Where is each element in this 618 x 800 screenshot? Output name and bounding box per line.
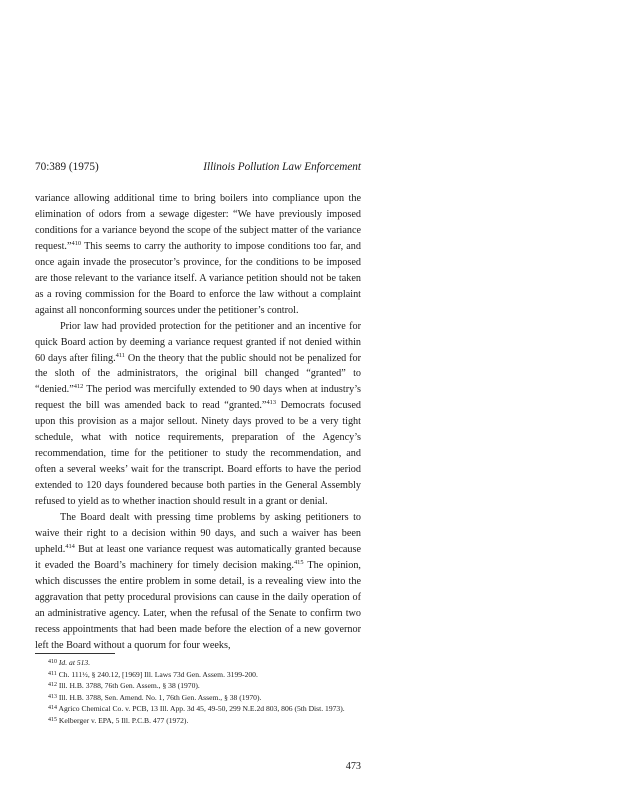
- footnote-divider: [35, 653, 115, 654]
- footnote-number: 410: [48, 659, 57, 665]
- footnote-415: [35, 715, 361, 727]
- footnote-text: Ill. H.B. 3788, Sen. Amend. No. 1, 76th Gen. Assem., § 38 (1970).: [58, 692, 262, 702]
- paragraph-2: [35, 319, 361, 510]
- footnote-414: [35, 703, 361, 715]
- footnote-ref-414[interactable]: 414: [65, 542, 75, 550]
- footnote-text: Ch. 111½, § 240.12, [1969] Ill. Laws 73d Gen. Assem. 3199-200.: [58, 669, 258, 679]
- text-segment: Prior law had provided protection for the petitioner and an incentive for quick Board action by deeming a variance request granted if not denied within 60 days after filing.: [35, 320, 361, 364]
- footnote-number: 413: [48, 693, 57, 700]
- footnotes: [35, 657, 361, 726]
- text-segment: variance allowing additional time to bring boilers into compliance upon the elimination of odors from a sewage digester: “We have previously imposed conditions for a variance beyond the scope of the subject matter of the variance request.”: [35, 193, 361, 252]
- footnote-ref-415[interactable]: 415: [293, 558, 304, 566]
- text-segment: This seems to carry the authority to impose conditions too far, and once again invade the prosecutor’s province, for the conditions to be imposed are those relevant to the variance itself. A variance petition should not be taken as a roving commission for the Board to enforce the law without a complaint against all nonconforming sources under the petitioner’s control.: [35, 240, 361, 316]
- text-segment: The opinion, which discusses the entire problem in some detail, is a revealing view into the aggravation that petty procedural provisions can cause in the daily operation of an administrative agency. Later, when the refusal of the Senate to confirm two recess appointments that had been made before the election of a new governor left the Board without a quorum for four weeks,: [35, 559, 361, 651]
- footnote-ref-411[interactable]: 411: [115, 351, 125, 359]
- footnote-number: 411: [48, 670, 57, 677]
- text-segment: On the theory that the public should not be penalized for the sloth of the administrators, the original bill changed “granted” to “denied.”: [35, 352, 361, 396]
- footnote-number: 415: [48, 716, 57, 723]
- footnote-text: Agrico Chemical Co. v. PCB, 13 Ill. App. 3d 45, 49-50, 299 N.E.2d 803, 806 (5th Dist. 1973).: [58, 704, 345, 713]
- text-segment: The Board dealt with pressing time problems by asking petitioners to waive their right to a decision within 90 days, and such a waiver has been upheld.: [35, 512, 361, 555]
- footnote-text: Ill. H.B. 3788, 76th Gen. Assem., § 38 (1970).: [58, 681, 200, 690]
- footnote-ref-412[interactable]: 412: [73, 383, 84, 391]
- body-text: [35, 191, 361, 654]
- footnote-ref-413[interactable]: 413: [266, 399, 277, 407]
- footnote-number: 412: [48, 682, 57, 688]
- footnote-number: 414: [48, 705, 57, 711]
- text-segment: Democrats focused upon this provision as a major sellout. Ninety days proved to be a very tight schedule, what with notice requirements, preparation of the Agency’s recommendation, time for the petitioner to study the recommendation, and often a several weeks’ wait for the transcript. Board efforts to have the period extended to 120 days foundered because both parties in the General Assembly refused to yield as to whether inaction should result in a grant or denial.: [35, 400, 361, 508]
- text-segment: But at least one variance request was automatically granted because it evaded the Board’s machinery for timely decision making.: [35, 543, 361, 571]
- header-citation: 70:389 (1975): [35, 161, 99, 173]
- footnote-text: Kelberger v. EPA, 5 Ill. P.C.B. 477 (1972).: [58, 715, 189, 725]
- footnote-413: [35, 692, 361, 704]
- footnote-ref-410[interactable]: 410: [71, 239, 82, 247]
- footnote-411: [35, 669, 361, 681]
- paragraph-1: [35, 191, 361, 319]
- footnote-412: [35, 680, 361, 692]
- footnote-text: Id. at 513.: [58, 658, 91, 667]
- header-title: Illinois Pollution Law Enforcement: [203, 161, 361, 173]
- paragraph-3: [35, 510, 361, 654]
- text-segment: The period was mercifully extended to 90 days when at industry’s request the bill was amended back to read “granted.”: [35, 384, 361, 412]
- page-number: 473: [345, 761, 361, 772]
- footnote-410: [35, 657, 361, 669]
